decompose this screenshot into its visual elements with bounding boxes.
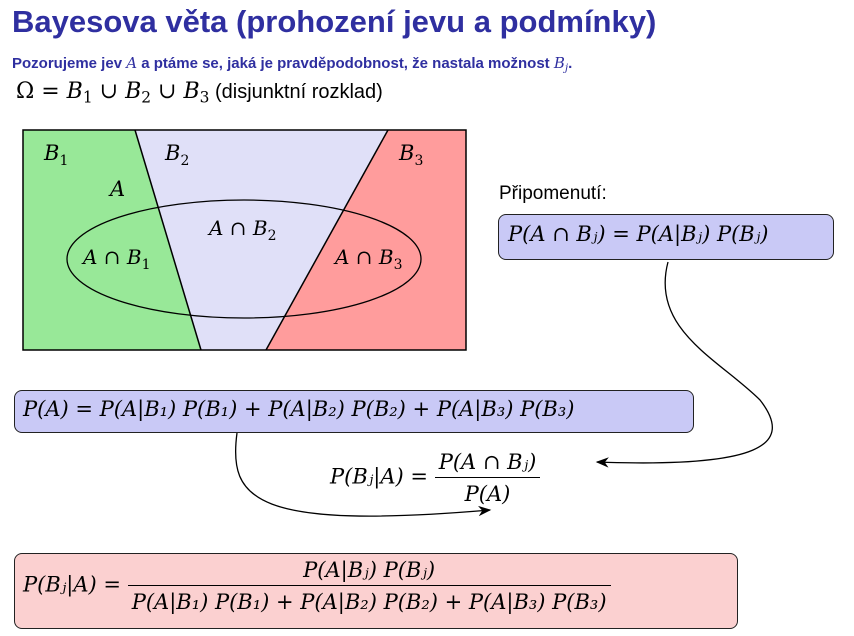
- subtitle-var-b: B: [553, 54, 565, 72]
- result-denominator: P(A|B₁) P(B₁) + P(A|B₂) P(B₂) + P(A|B₃) P(B₃): [131, 590, 607, 614]
- bayes-lhs: P(Bⱼ|A) =: [330, 464, 429, 489]
- label-a-cap-b3: A ∩ $B_3$: [335, 245, 403, 273]
- label-b2: $B_2$: [165, 141, 190, 169]
- total-probability-formula: P(A) = P(A|B₁) P(B₁) + P(A|B₂) P(B₂) + P(A|B₃) P(B₃): [23, 397, 575, 421]
- omega-note: (disjunktní rozklad): [209, 81, 383, 103]
- omega-partition-line: $\Omega = B_1$ ∪ $B_2$ ∪ $B_3$ (disjunktní rozklad): [16, 79, 383, 107]
- bayes-numerator: P(A ∩ Bⱼ): [435, 450, 541, 478]
- label-a: A: [110, 177, 126, 201]
- subtitle-sub-j: j: [564, 62, 569, 75]
- subtitle-end: .: [568, 55, 573, 72]
- label-b3: $B_3$: [399, 141, 424, 169]
- subtitle-text-2: a ptáme se, jaká je pravděpodobnost, že nastala možnost: [137, 55, 554, 72]
- result-fraction: [128, 558, 611, 614]
- label-a-cap-b1: A ∩ $B_1$: [83, 245, 151, 273]
- reminder-formula-box: [498, 214, 834, 260]
- result-numerator: P(A|Bⱼ) P(Bⱼ): [128, 558, 611, 586]
- reminder-formula: P(A ∩ Bⱼ) = P(A|Bⱼ) P(Bⱼ): [508, 222, 769, 246]
- bayes-result-box: [14, 553, 738, 629]
- total-probability-box: [14, 390, 694, 433]
- result-lhs: P(Bⱼ|A) =: [23, 572, 122, 597]
- subtitle-text-1: Pozorujeme jev: [12, 55, 127, 72]
- omega-prefix: Ω =: [16, 79, 67, 104]
- bayes-denominator: P(A): [464, 482, 511, 506]
- subtitle-var-a: A: [126, 54, 138, 72]
- label-b1: $B_1$: [44, 141, 69, 169]
- reminder-label: Připomenutí:: [499, 183, 607, 204]
- label-a-cap-b2: A ∩ $B_2$: [209, 216, 277, 244]
- bayes-intermediate-formula: [330, 450, 540, 506]
- slide-title: Bayesova věta (prohození jevu a podmínky): [12, 4, 657, 39]
- bayes-fraction: [435, 450, 541, 506]
